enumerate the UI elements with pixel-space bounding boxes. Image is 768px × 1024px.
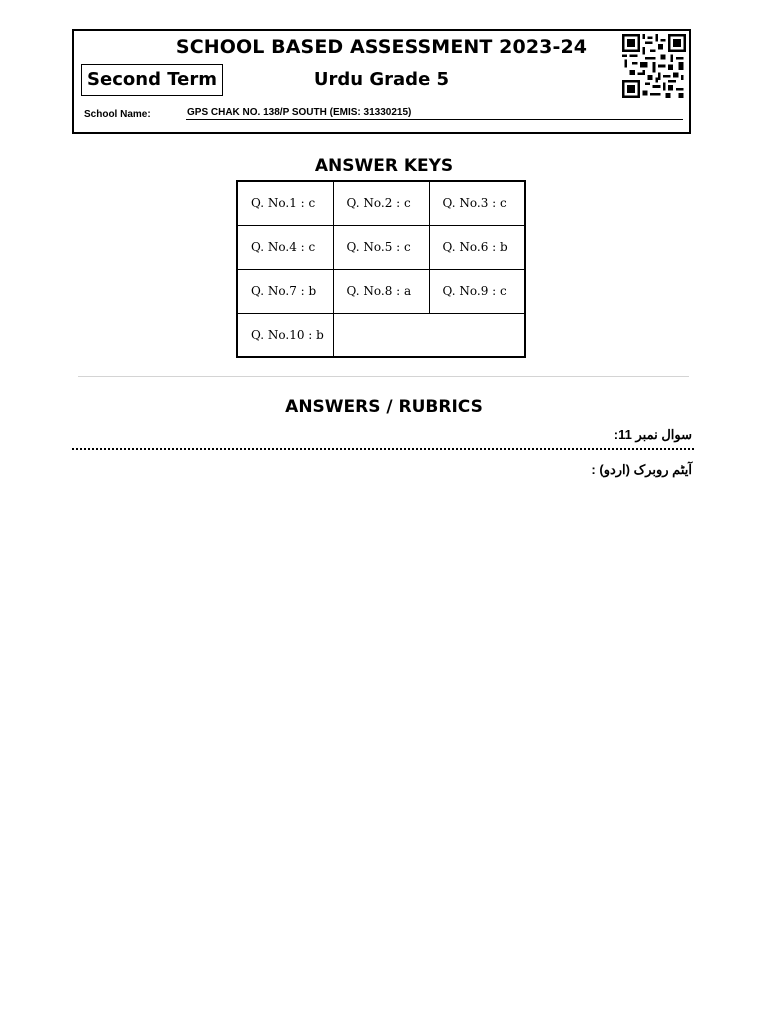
answer-keys-heading: ANSWER KEYS (314, 156, 454, 176)
table-row (237, 225, 525, 269)
answer-key-cell: Q. No.7 : b (237, 269, 333, 313)
table-row (237, 313, 525, 357)
header-box (72, 29, 691, 134)
question-11-label: سوال نمبر 11: (613, 427, 692, 442)
subject-title: Urdu Grade 5 (313, 69, 450, 90)
empty-cell (333, 313, 525, 357)
table-row (237, 181, 525, 225)
answer-key-cell: Q. No.6 : b (429, 225, 525, 269)
answer-key-cell: Q. No.1 : c (237, 181, 333, 225)
answer-key-cell: Q. No.10 : b (237, 313, 333, 357)
answer-key-cell: Q. No.3 : c (429, 181, 525, 225)
answer-keys-table (236, 180, 526, 358)
qr-code-icon (622, 34, 686, 98)
answer-key-cell: Q. No.4 : c (237, 225, 333, 269)
assessment-title: SCHOOL BASED ASSESSMENT 2023-24 (175, 36, 588, 58)
dotted-answer-line (72, 448, 694, 450)
answer-key-cell: Q. No.9 : c (429, 269, 525, 313)
school-name-value: GPS CHAK NO. 138/P SOUTH (EMIS: 31330215) (186, 107, 683, 120)
rubrics-heading: ANSWERS / RUBRICS (285, 397, 483, 417)
answer-key-cell: Q. No.8 : a (333, 269, 429, 313)
school-name-label: School Name: (84, 109, 151, 120)
term-badge: Second Term (81, 64, 223, 96)
answer-key-cell: Q. No.2 : c (333, 181, 429, 225)
table-row (237, 269, 525, 313)
item-rubric-label: آیٹم روبرک (اردو) : (591, 462, 692, 477)
section-divider (78, 376, 689, 377)
answer-key-cell: Q. No.5 : c (333, 225, 429, 269)
